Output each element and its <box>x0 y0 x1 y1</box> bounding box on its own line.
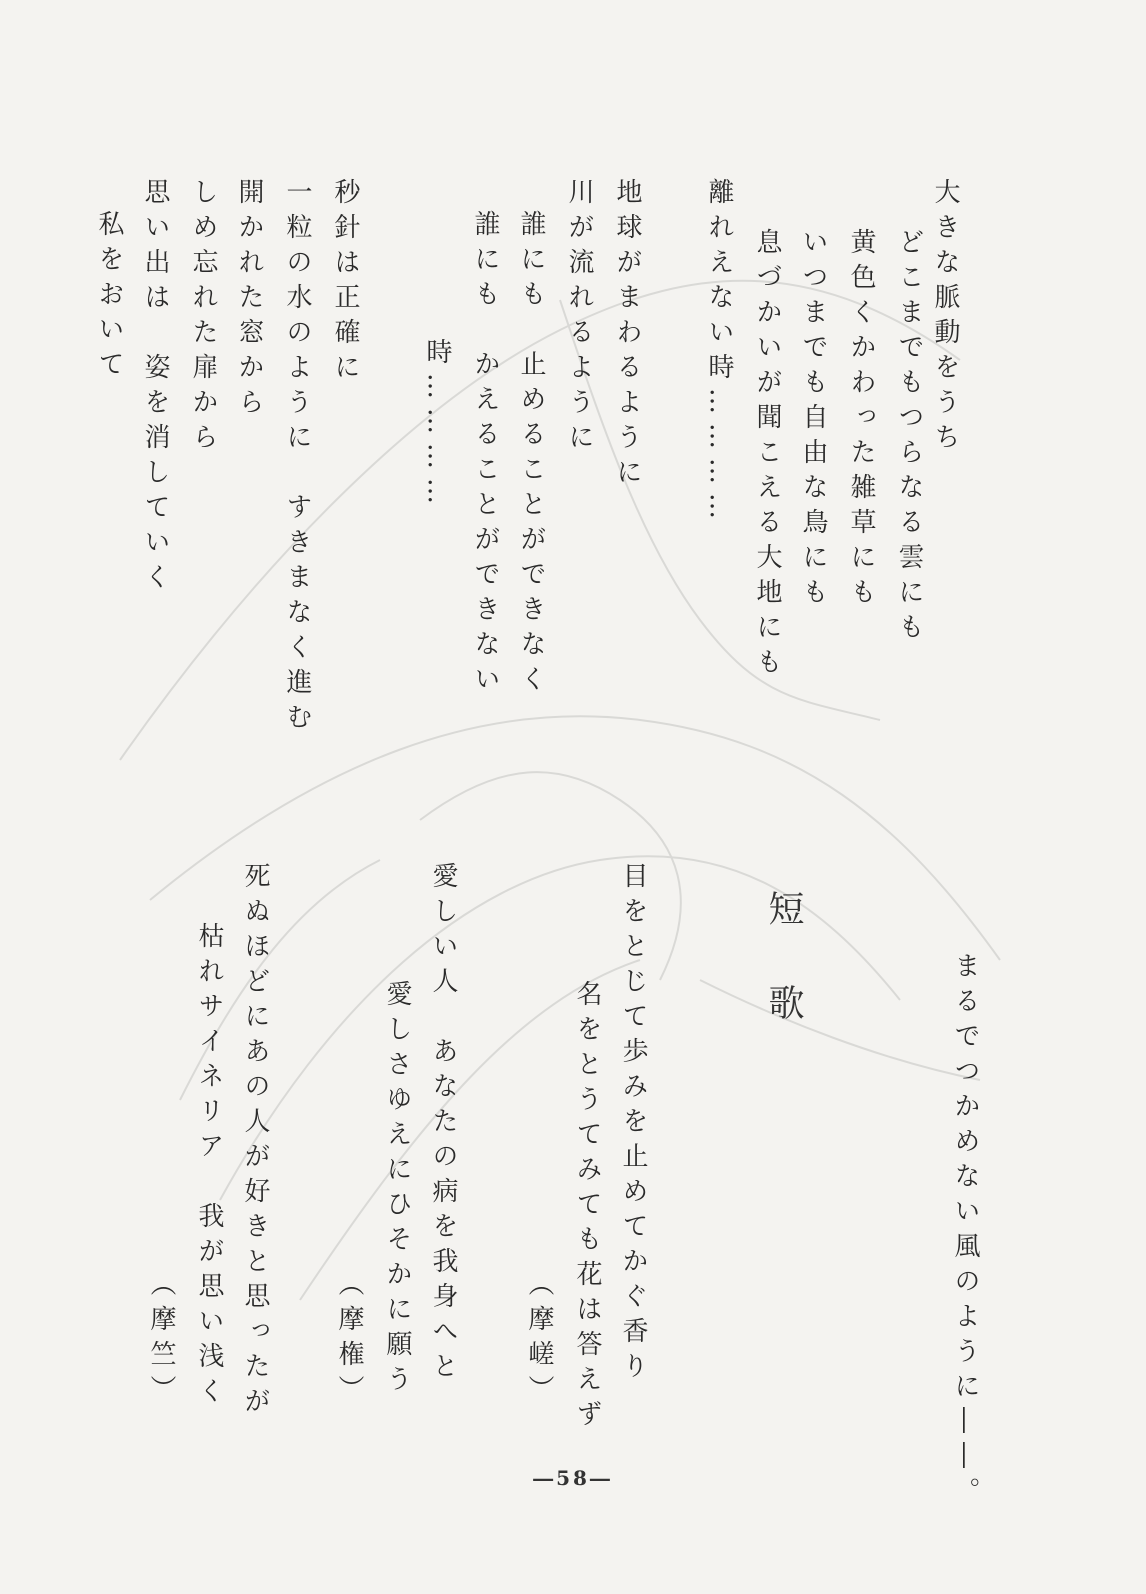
tanka-line: 愛しさゆえにひそかに願う <box>382 980 412 1400</box>
poem-closing-line: まるでつかめない風のように――。 <box>950 952 980 1512</box>
tanka-line: 死ぬほどにあの人が好きと思ったが <box>240 862 270 1422</box>
section-heading: 短歌 <box>763 890 804 1078</box>
poem-line: しめ忘れた扉から <box>188 178 218 458</box>
poem-line: 一粒の水のように すきまなく進む <box>282 178 312 738</box>
poem-line: 黄色くかわった雑草にも <box>846 228 876 613</box>
tanka-line: 枯れサイネリア 我が思い浅く <box>194 922 224 1412</box>
poem-line: 誰にも かえることができない <box>470 210 500 700</box>
poem-line: どこまでもつらなる雲にも <box>894 228 924 648</box>
poem-line: 息づかいが聞こえる大地にも <box>752 228 782 683</box>
tanka-line: 目をとじて歩みを止めてかぐ香り <box>618 862 648 1387</box>
poem-line: 川が流れるように <box>564 178 594 458</box>
poem-line: 誰にも 止めることができなく <box>516 210 546 700</box>
page-number: ―58― <box>533 1466 613 1490</box>
poem-line: 思い出は 姿を消していく <box>140 178 170 598</box>
poem-line: 大きな脈動をうち <box>930 178 960 458</box>
poem-line: 私をおいて <box>94 210 124 385</box>
poem-line: いつまでも自由な鳥にも <box>798 228 828 613</box>
tanka-author: （摩嵯） <box>524 1270 554 1410</box>
tanka-line: 名をとうてみても花は答えず <box>572 980 602 1435</box>
poem-line: 開かれた窓から <box>234 178 264 423</box>
tanka-line: 愛しい人 あなたの病を我身へと <box>428 862 458 1387</box>
poem-line: 離れえない時………… <box>704 178 734 528</box>
poem-line: 秒針は正確に <box>330 178 360 388</box>
tanka-author: （摩竺） <box>146 1270 176 1410</box>
poem-line: 時………… <box>422 338 452 513</box>
tanka-author: （摩権） <box>334 1270 364 1410</box>
poem-line: 地球がまわるように <box>612 178 642 493</box>
